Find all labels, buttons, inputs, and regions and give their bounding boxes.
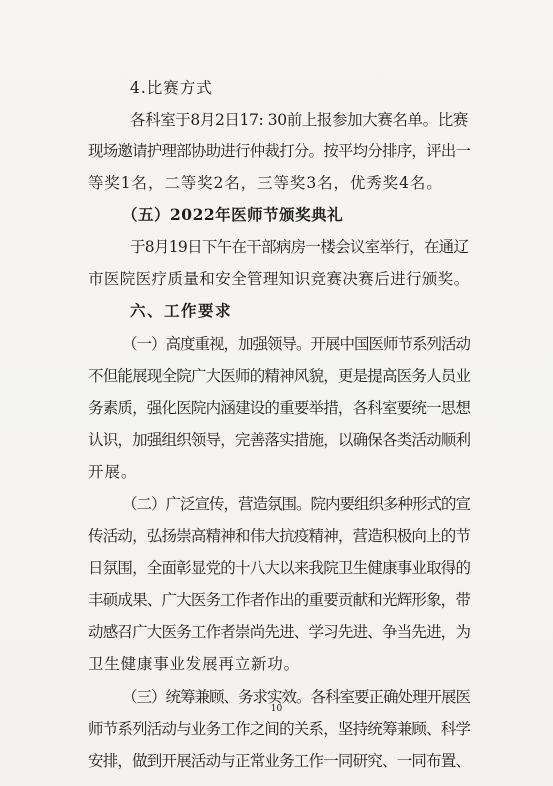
text-line: 动感召广大医务工作者崇尚先进、学习先进、争当先进，为 [88,623,471,641]
text-line: （三）统筹兼顾、务求实效。各科室要正确处理开展医 [122,688,471,706]
text-line: （五）2022年医师节颁奖典礼 [122,205,344,224]
text-line: 于8月19日下午在干部病房一楼会议室举行，在通辽 [130,238,469,256]
text-line: （二）广泛宣传，营造氛围。院内要组织多种形式的宣 [122,495,471,513]
text-line: 卫生健康事业发展再立新功。 [88,655,300,673]
text-line: 丰硕成果、广大医务工作者作出的重要贡献和光辉形象，带 [88,591,471,609]
page-number: 10 [270,704,283,714]
text-line: 4.比赛方式 [130,79,213,97]
text-line: 传活动，弘扬崇高精神和伟大抗疫精神，营造积极向上的节 [88,527,471,545]
text-line: 日氛围，全面彰显党的十八大以来我院卫生健康事业取得的 [88,559,471,577]
text-line: （一）高度重视，加强领导。开展中国医师节系列活动 [122,335,471,353]
text-line: 市医院医疗质量和安全管理知识竞赛决赛后进行颁奖。 [88,270,470,288]
text-line: 师节系列活动与业务工作之间的关系，坚持统筹兼顾、科学 [88,720,471,738]
text-line: 现场邀请护理部协助进行仲裁打分。按平均分排序，评出一 [88,142,471,160]
text-line: 务素质，强化医院内涵建设的重要举措，各科室要统一思想 [88,399,471,417]
text-line: 等奖1名，二等奖2名，三等奖3名，优秀奖4名。 [88,174,443,192]
text-line: 开展。 [88,463,138,481]
text-line: 认识，加强组织领导，完善落实措施，以确保各类活动顺利 [88,431,471,449]
text-line: 安排，做到开展活动与正常业务工作一同研究、一同布置、 [88,752,471,770]
text-line: 六、工作要求 [130,301,233,320]
text-line: 不但能展现全院广大医师的精神风貌，更是提高医务人员业 [88,367,471,385]
text-line: 各科室于8月2日17: 30前上报参加大赛名单。比赛 [130,111,468,129]
